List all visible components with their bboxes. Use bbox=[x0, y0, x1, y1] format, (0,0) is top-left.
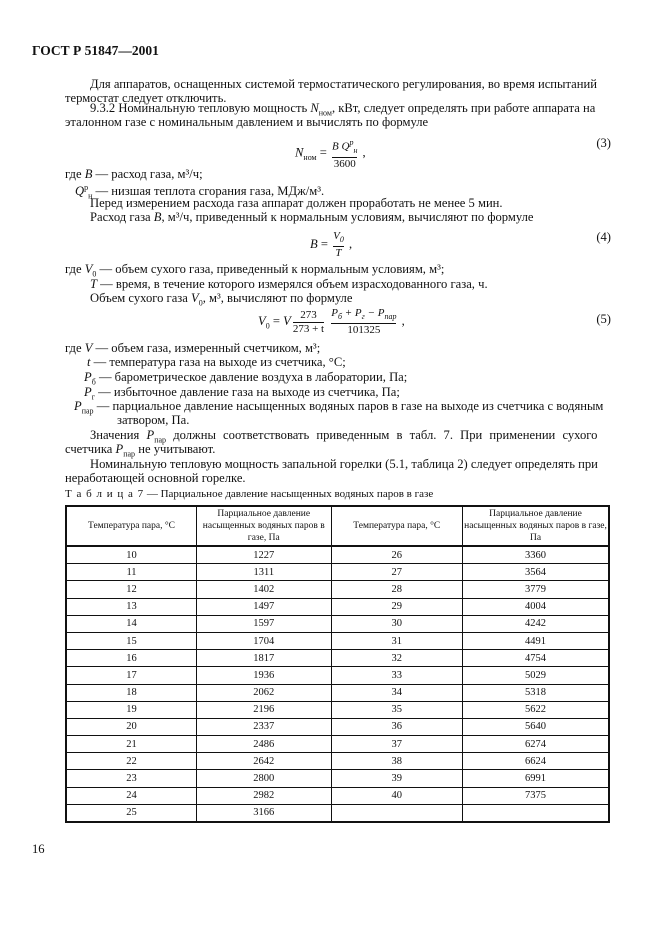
table-row bbox=[66, 598, 609, 615]
table-cell: 2486 bbox=[197, 736, 332, 753]
table-cell: 15 bbox=[66, 632, 197, 649]
definition-continued: затвором, Па. bbox=[117, 413, 190, 427]
table-cell: 2196 bbox=[197, 701, 332, 718]
table-cell: 2642 bbox=[197, 753, 332, 770]
table-row bbox=[66, 564, 609, 581]
column-header: Парциальное давление насыщенных водяных паров в газе, Па bbox=[463, 506, 609, 546]
table-cell: 34 bbox=[331, 684, 463, 701]
formula-3: $N_{ном}$ = $\frac{B Q^р_н}{3600}$ , bbox=[295, 138, 366, 170]
table-cell: 5640 bbox=[463, 718, 609, 735]
definition: $P_б$ — барометрическое давление воздуха в лаборатории, Па; bbox=[84, 370, 408, 387]
definition: T — время, в течение которого измерялся объем израсходованного газа, ч. bbox=[90, 277, 488, 291]
table-cell: 4491 bbox=[463, 632, 609, 649]
definition: $Q^р_н$ — низшая теплота сгорания газа, МДж/м³. bbox=[75, 183, 325, 201]
table-cell: 5029 bbox=[463, 667, 609, 684]
table-cell: 2062 bbox=[197, 684, 332, 701]
table-cell: 16 bbox=[66, 650, 197, 667]
table-cell: 1497 bbox=[197, 598, 332, 615]
table-cell: 31 bbox=[331, 632, 463, 649]
table-cell: 1402 bbox=[197, 581, 332, 598]
table-cell: 32 bbox=[331, 650, 463, 667]
definition: где V — объем газа, измеренный счетчиком, м³; bbox=[65, 341, 321, 355]
definition: где B — расход газа, м³/ч; bbox=[65, 167, 203, 181]
page-number: 16 bbox=[32, 842, 45, 856]
table-cell: 4004 bbox=[463, 598, 609, 615]
table-cell: 1227 bbox=[197, 546, 332, 564]
standard-header: ГОСТ Р 51847—2001 bbox=[32, 43, 159, 58]
definition: где $V_0$ — объем сухого газа, приведенный к нормальным условиям, м³; bbox=[65, 262, 445, 279]
table-row bbox=[66, 736, 609, 753]
table-cell: 24 bbox=[66, 787, 197, 804]
table-cell: 11 bbox=[66, 564, 197, 581]
paragraph: Значения $P_{пар}$ должны соответствовать приведенным в табл. 7. При применении сухого bbox=[90, 428, 598, 445]
table-cell: 1597 bbox=[197, 615, 332, 632]
table-row bbox=[66, 650, 609, 667]
table-cell: 29 bbox=[331, 598, 463, 615]
table-cell: 33 bbox=[331, 667, 463, 684]
table-cell: 2337 bbox=[197, 718, 332, 735]
vapor-pressure-table bbox=[65, 505, 610, 823]
formula-4: B = $\frac{V_0}{T}$ , bbox=[310, 230, 353, 260]
table-cell: 26 bbox=[331, 546, 463, 564]
table-cell: 21 bbox=[66, 736, 197, 753]
table-cell: 1704 bbox=[197, 632, 332, 649]
table-row bbox=[66, 804, 609, 822]
definition: $P_{пар}$ — парциальное давление насыщенных водяных паров в газе на выходе из счетчика с водяным bbox=[74, 399, 604, 416]
table-row bbox=[66, 701, 609, 718]
table-cell: 20 bbox=[66, 718, 197, 735]
table-row bbox=[66, 581, 609, 598]
table-cell: 18 bbox=[66, 684, 197, 701]
table-row bbox=[66, 632, 609, 649]
table-row bbox=[66, 770, 609, 787]
table-row bbox=[66, 615, 609, 632]
table-row bbox=[66, 684, 609, 701]
definition: $P_г$ — избыточное давление газа на выходе из счетчика, Па; bbox=[84, 385, 400, 402]
table-cell: 4754 bbox=[463, 650, 609, 667]
paragraph: термостат следует отключить. bbox=[65, 91, 227, 105]
table-cell: 22 bbox=[66, 753, 197, 770]
table-cell: 6991 bbox=[463, 770, 609, 787]
table-cell: 2982 bbox=[197, 787, 332, 804]
paragraph: эталонном газе с номинальным давлением и вычислять по формуле bbox=[65, 115, 429, 129]
table-row bbox=[66, 753, 609, 770]
table-cell: 30 bbox=[331, 615, 463, 632]
paragraph: Для аппаратов, оснащенных системой термостатического регулирования, во время испытаний bbox=[90, 77, 597, 91]
column-header: Температура пара, °С bbox=[331, 506, 463, 546]
table-row bbox=[66, 546, 609, 564]
table-cell: 5622 bbox=[463, 701, 609, 718]
table-cell: 2800 bbox=[197, 770, 332, 787]
paragraph: Расход газа B, м³/ч, приведенный к нормальным условиям, вычисляют по формуле bbox=[90, 210, 534, 224]
table-cell: 19 bbox=[66, 701, 197, 718]
table-cell: 38 bbox=[331, 753, 463, 770]
table-cell: 1817 bbox=[197, 650, 332, 667]
table-cell: 7375 bbox=[463, 787, 609, 804]
paragraph: 9.3.2 Номинальную тепловую мощность $N_{ном}$, кВт, следует определять при работе аппарата на bbox=[90, 101, 596, 118]
table-cell: 3779 bbox=[463, 581, 609, 598]
table-cell: 23 bbox=[66, 770, 197, 787]
table-cell: 12 bbox=[66, 581, 197, 598]
column-header: Парциальное давление насыщенных водяных паров в газе, Па bbox=[197, 506, 332, 546]
table-cell: 3564 bbox=[463, 564, 609, 581]
table-cell: 36 bbox=[331, 718, 463, 735]
table-cell: 17 bbox=[66, 667, 197, 684]
table-cell: 3360 bbox=[463, 546, 609, 564]
table-cell: 6274 bbox=[463, 736, 609, 753]
table-cell: 3166 bbox=[197, 804, 332, 822]
paragraph: Объем сухого газа $V_0$, м³, вычисляют по формуле bbox=[90, 291, 353, 308]
table-row bbox=[66, 787, 609, 804]
table-cell: 6624 bbox=[463, 753, 609, 770]
table-row bbox=[66, 667, 609, 684]
table-cell bbox=[331, 804, 463, 822]
table-cell: 1936 bbox=[197, 667, 332, 684]
table-cell: 27 bbox=[331, 564, 463, 581]
table-cell bbox=[463, 804, 609, 822]
table-cell: 1311 bbox=[197, 564, 332, 581]
table-cell: 25 bbox=[66, 804, 197, 822]
paragraph: счетчика $P_{пар}$ не учитывают. bbox=[65, 442, 216, 459]
table-cell: 14 bbox=[66, 615, 197, 632]
table-cell: 4242 bbox=[463, 615, 609, 632]
paragraph: Номинальную тепловую мощность запальной горелки (5.1, таблица 2) следует определять при bbox=[90, 457, 598, 471]
table-cell: 39 bbox=[331, 770, 463, 787]
table-cell: 13 bbox=[66, 598, 197, 615]
table-row bbox=[66, 718, 609, 735]
table-cell: 37 bbox=[331, 736, 463, 753]
table-cell: 35 bbox=[331, 701, 463, 718]
paragraph: неработающей основной горелке. bbox=[65, 471, 246, 485]
table-cell: 40 bbox=[331, 787, 463, 804]
formula-5: $V_0 = V$ $\frac{273}{273 + t}$ $\frac{P_б + P_г - P_{пар}}{101325}$ , bbox=[258, 307, 405, 337]
equation-number: (4) bbox=[596, 230, 611, 244]
table-cell: 28 bbox=[331, 581, 463, 598]
definition: t — температура газа на выходе из счетчика, °С; bbox=[87, 355, 346, 369]
equation-number: (3) bbox=[596, 136, 611, 150]
table-caption: Т а б л и ц а 7 — Парциальное давление насыщенных водяных паров в газе bbox=[65, 488, 434, 500]
column-header: Температура пара, °С bbox=[66, 506, 197, 546]
paragraph: Перед измерением расхода газа аппарат должен проработать не менее 5 мин. bbox=[90, 196, 503, 210]
table-cell: 10 bbox=[66, 546, 197, 564]
table-cell: 5318 bbox=[463, 684, 609, 701]
equation-number: (5) bbox=[596, 312, 611, 326]
